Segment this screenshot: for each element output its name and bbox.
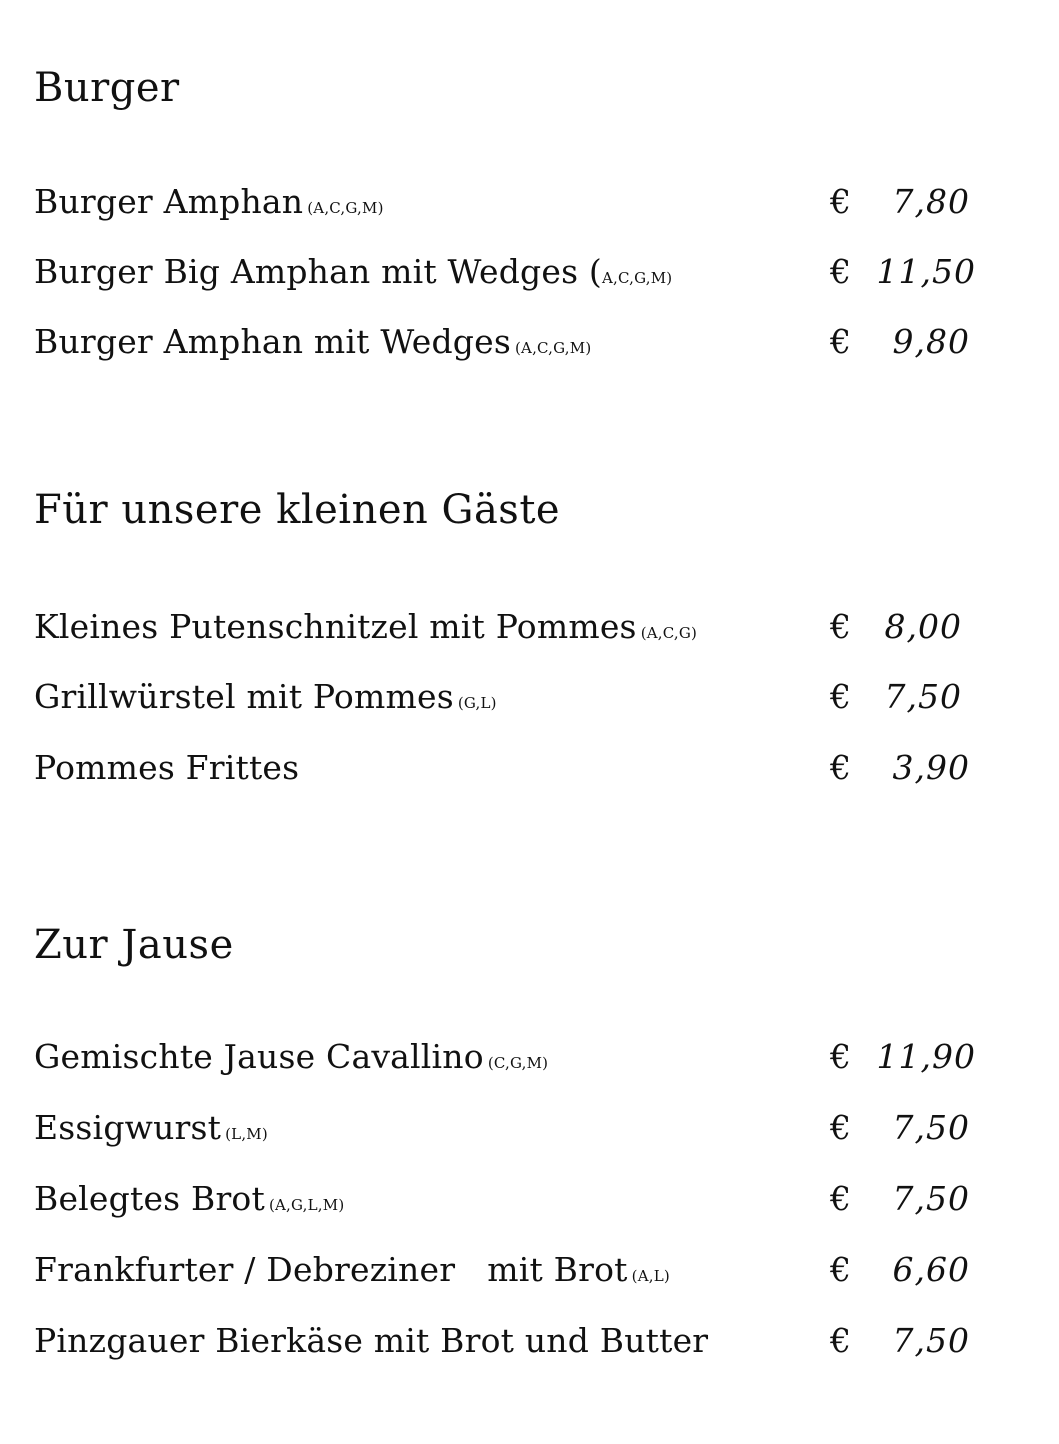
item-price: 11,90 <box>876 1037 976 1076</box>
item-name: Frankfurter / Debreziner mit Brot <box>34 1250 628 1289</box>
item-name-wrapper <box>34 180 384 230</box>
item-name-wrapper <box>34 605 697 655</box>
item-allergens: (G,L) <box>457 694 497 712</box>
item-price: 7,50 <box>892 1108 970 1147</box>
item-allergens: (L,M) <box>225 1125 268 1143</box>
section-title-kids: Für unsere kleinen Gäste <box>34 487 561 533</box>
menu-item <box>34 746 1024 790</box>
item-name: Pommes Frittes <box>34 748 300 787</box>
item-price: 7,50 <box>892 1179 970 1218</box>
item-price: 6,60 <box>892 1250 970 1289</box>
currency-symbol: € <box>830 677 851 716</box>
currency-symbol: € <box>830 1108 851 1147</box>
menu-item <box>34 1035 1024 1079</box>
item-name: Grillwürstel mit Pommes <box>34 677 454 716</box>
item-name-wrapper <box>34 1035 548 1085</box>
currency-symbol: € <box>830 182 851 221</box>
item-name: Burger Big Amphan mit Wedges ( <box>34 252 602 291</box>
section-title-jause: Zur Jause <box>34 922 234 968</box>
currency-symbol: € <box>830 1250 851 1289</box>
menu-item <box>34 1248 1024 1292</box>
item-name-wrapper <box>34 250 672 300</box>
menu-item <box>34 1319 1024 1363</box>
currency-symbol: € <box>830 748 851 787</box>
currency-symbol: € <box>830 322 851 361</box>
item-price: 7,50 <box>892 1321 970 1360</box>
item-price: 7,50 <box>884 677 962 716</box>
item-name-wrapper <box>34 1177 344 1227</box>
item-allergens: A,C,G,M) <box>601 269 673 287</box>
currency-symbol: € <box>830 1321 851 1360</box>
currency-symbol: € <box>830 252 851 291</box>
item-name-wrapper <box>34 1106 268 1156</box>
item-name-wrapper <box>34 675 497 725</box>
item-name-wrapper <box>34 1248 670 1298</box>
currency-symbol: € <box>830 1179 851 1218</box>
menu-item <box>34 675 1024 719</box>
item-name-wrapper <box>34 320 591 370</box>
item-allergens: (A,C,G,M) <box>307 199 384 217</box>
item-price: 11,50 <box>876 252 976 291</box>
item-name: Burger Amphan <box>34 182 304 221</box>
item-price: 9,80 <box>892 322 970 361</box>
item-name-wrapper <box>34 746 303 796</box>
menu-item <box>34 250 1024 294</box>
item-price: 3,90 <box>892 748 970 787</box>
item-allergens: (A,G,L,M) <box>268 1196 345 1214</box>
item-name: Burger Amphan mit Wedges <box>34 322 511 361</box>
item-name: Belegtes Brot <box>34 1179 265 1218</box>
menu-item <box>34 180 1024 224</box>
menu-item <box>34 320 1024 364</box>
item-price: 7,80 <box>892 182 970 221</box>
item-allergens: (A,L) <box>631 1267 670 1285</box>
item-name: Pinzgauer Bierkäse mit Brot und Butter <box>34 1321 709 1360</box>
item-name: Essigwurst <box>34 1108 222 1147</box>
section-title-burger: Burger <box>34 65 180 111</box>
item-name-wrapper <box>34 1319 712 1369</box>
menu-item <box>34 1177 1024 1221</box>
item-allergens: (A,C,G,M) <box>514 339 592 357</box>
item-price: 8,00 <box>884 607 962 646</box>
item-name: Gemischte Jause Cavallino <box>34 1037 484 1076</box>
item-name: Kleines Putenschnitzel mit Pommes <box>34 607 637 646</box>
item-allergens: (A,C,G) <box>640 624 698 642</box>
menu-item <box>34 1106 1024 1150</box>
item-allergens: (C,G,M) <box>487 1054 549 1072</box>
currency-symbol: € <box>830 607 851 646</box>
menu-item <box>34 605 1024 649</box>
currency-symbol: € <box>830 1037 851 1076</box>
